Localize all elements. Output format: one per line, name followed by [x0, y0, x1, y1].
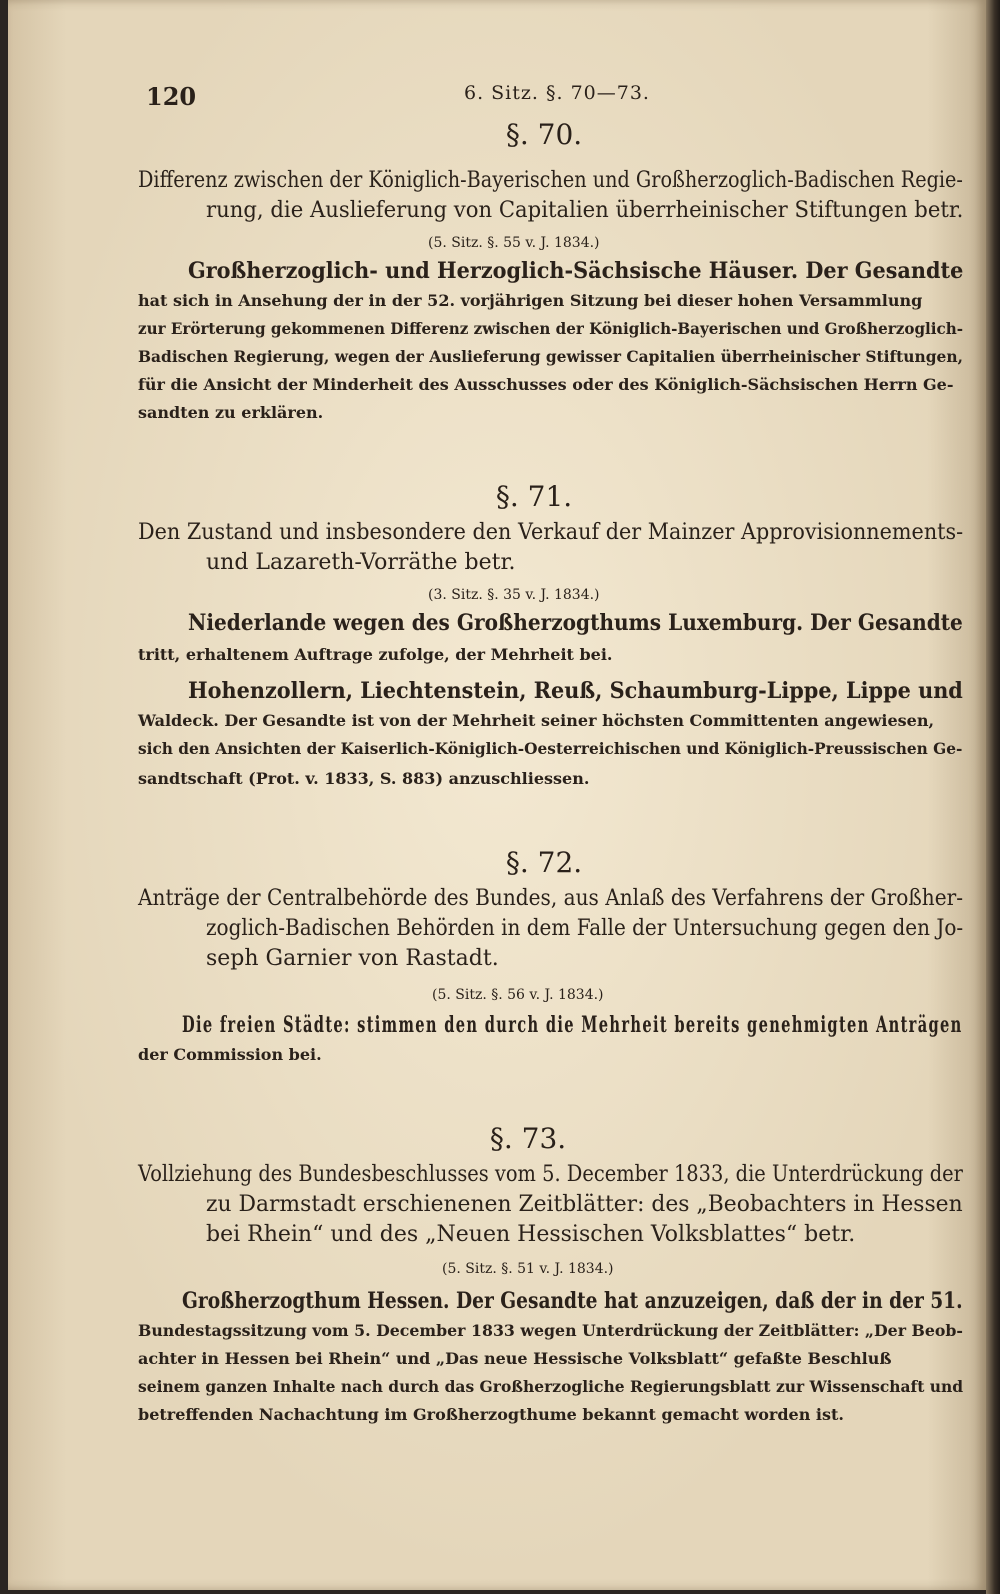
section-71-reference: (3. Sitz. §. 35 v. J. 1834.) — [428, 587, 600, 603]
section-70-title-line: rung, die Auslieferung von Capitalien überrheinischer Stiftungen betr. — [206, 198, 964, 223]
section-70-body-line: hat sich in Ansehung der in der 52. vorjährigen Sitzung bei dieser hohen Versammlung — [138, 291, 923, 310]
section-72-reference: (5. Sitz. §. 56 v. J. 1834.) — [432, 987, 604, 1003]
section-72-body-line: der Commission bei. — [138, 1045, 322, 1064]
section-73-number: §. 73. — [489, 1122, 567, 1155]
section-70-title-line: Differenz zwischen der Königlich-Bayerischen und Großherzoglich-Badischen Regie- — [138, 168, 963, 193]
section-73-reference: (5. Sitz. §. 51 v. J. 1834.) — [442, 1261, 614, 1277]
running-head: 6. Sitz. §. 70—73. — [464, 82, 650, 104]
section-72-title-line: seph Garnier von Rastadt. — [206, 946, 499, 971]
section-73-title-line: zu Darmstadt erschienenen Zeitblätter: des „Beobachters in Hessen — [206, 1192, 963, 1217]
section-72-title-line: Anträge der Centralbehörde des Bundes, aus Anlaß des Verfahrens der Großher- — [138, 886, 964, 911]
section-70-body-line: sandten zu erklären. — [138, 403, 324, 422]
section-70-body-line: Großherzoglich- und Herzoglich-Sächsische Häuser. Der Gesandte — [188, 258, 964, 284]
section-71-body-line: Niederlande wegen des Großherzogthums Luxemburg. Der Gesandte — [188, 610, 963, 636]
section-70-reference: (5. Sitz. §. 55 v. J. 1834.) — [428, 235, 600, 251]
section-71-body-line: sandtschaft (Prot. v. 1833, S. 883) anzuschliessen. — [138, 769, 590, 788]
section-70-body-line: zur Erörterung gekommenen Differenz zwischen der Königlich-Bayerischen und Großherzoglich- — [138, 319, 964, 338]
section-72-body-line: Die freien Städte: stimmen den durch die Mehrheit bereits genehmigten Anträgen — [182, 1012, 963, 1038]
section-73-body-line: achter in Hessen bei Rhein“ und „Das neue Hessische Volksblatt“ gefaßte Beschluß — [138, 1349, 892, 1368]
page-edge — [986, 0, 1000, 1594]
section-72-number: §. 72. — [505, 846, 583, 879]
section-71-number: §. 71. — [495, 480, 573, 513]
section-71-body-line: tritt, erhaltenem Auftrage zufolge, der Mehrheit bei. — [138, 645, 613, 664]
section-71-title-line: und Lazareth-Vorräthe betr. — [206, 550, 516, 575]
section-73-body-line: Bundestagssitzung vom 5. December 1833 wegen Unterdrückung der Zeitblätter: „Der Beob- — [138, 1321, 963, 1340]
section-70-number: §. 70. — [505, 118, 583, 151]
section-71-body-line: sich den Ansichten der Kaiserlich-Königlich-Oesterreichischen und Königlich-Preussischen Ge- — [138, 739, 963, 758]
section-70-body-line: für die Ansicht der Minderheit des Ausschusses oder des Königlich-Sächsischen Herrn Ge- — [138, 375, 954, 394]
section-70-body-line: Badischen Regierung, wegen der Auslieferung gewisser Capitalien überrheinischer Stiftungen, — [138, 347, 963, 366]
section-73-body-line: Großherzogthum Hessen. Der Gesandte hat anzuzeigen, daß der in der 51. — [182, 1288, 963, 1314]
section-71-title-line: Den Zustand und insbesondere den Verkauf der Mainzer Approvisionnements- — [138, 520, 964, 545]
section-73-title-line: bei Rhein“ und des „Neuen Hessischen Volksblattes“ betr. — [206, 1222, 856, 1247]
book-page — [8, 0, 986, 1590]
section-71-body-line: Hohenzollern, Liechtenstein, Reuß, Schaumburg-Lippe, Lippe und — [188, 678, 963, 704]
section-71-body-line: Waldeck. Der Gesandte ist von der Mehrheit seiner höchsten Committenten angewiesen, — [138, 711, 935, 730]
section-73-title-line: Vollziehung des Bundesbeschlusses vom 5. December 1833, die Unterdrückung der — [138, 1162, 963, 1187]
page-number: 120 — [146, 82, 197, 111]
section-73-body-line: betreffenden Nachachtung im Großherzogthume bekannt gemacht worden ist. — [138, 1405, 844, 1424]
section-73-body-line: seinem ganzen Inhalte nach durch das Großherzogliche Regierungsblatt zur Wissenschaft und — [138, 1377, 964, 1396]
section-72-title-line: zoglich-Badischen Behörden in dem Falle der Untersuchung gegen den Jo- — [206, 916, 964, 941]
